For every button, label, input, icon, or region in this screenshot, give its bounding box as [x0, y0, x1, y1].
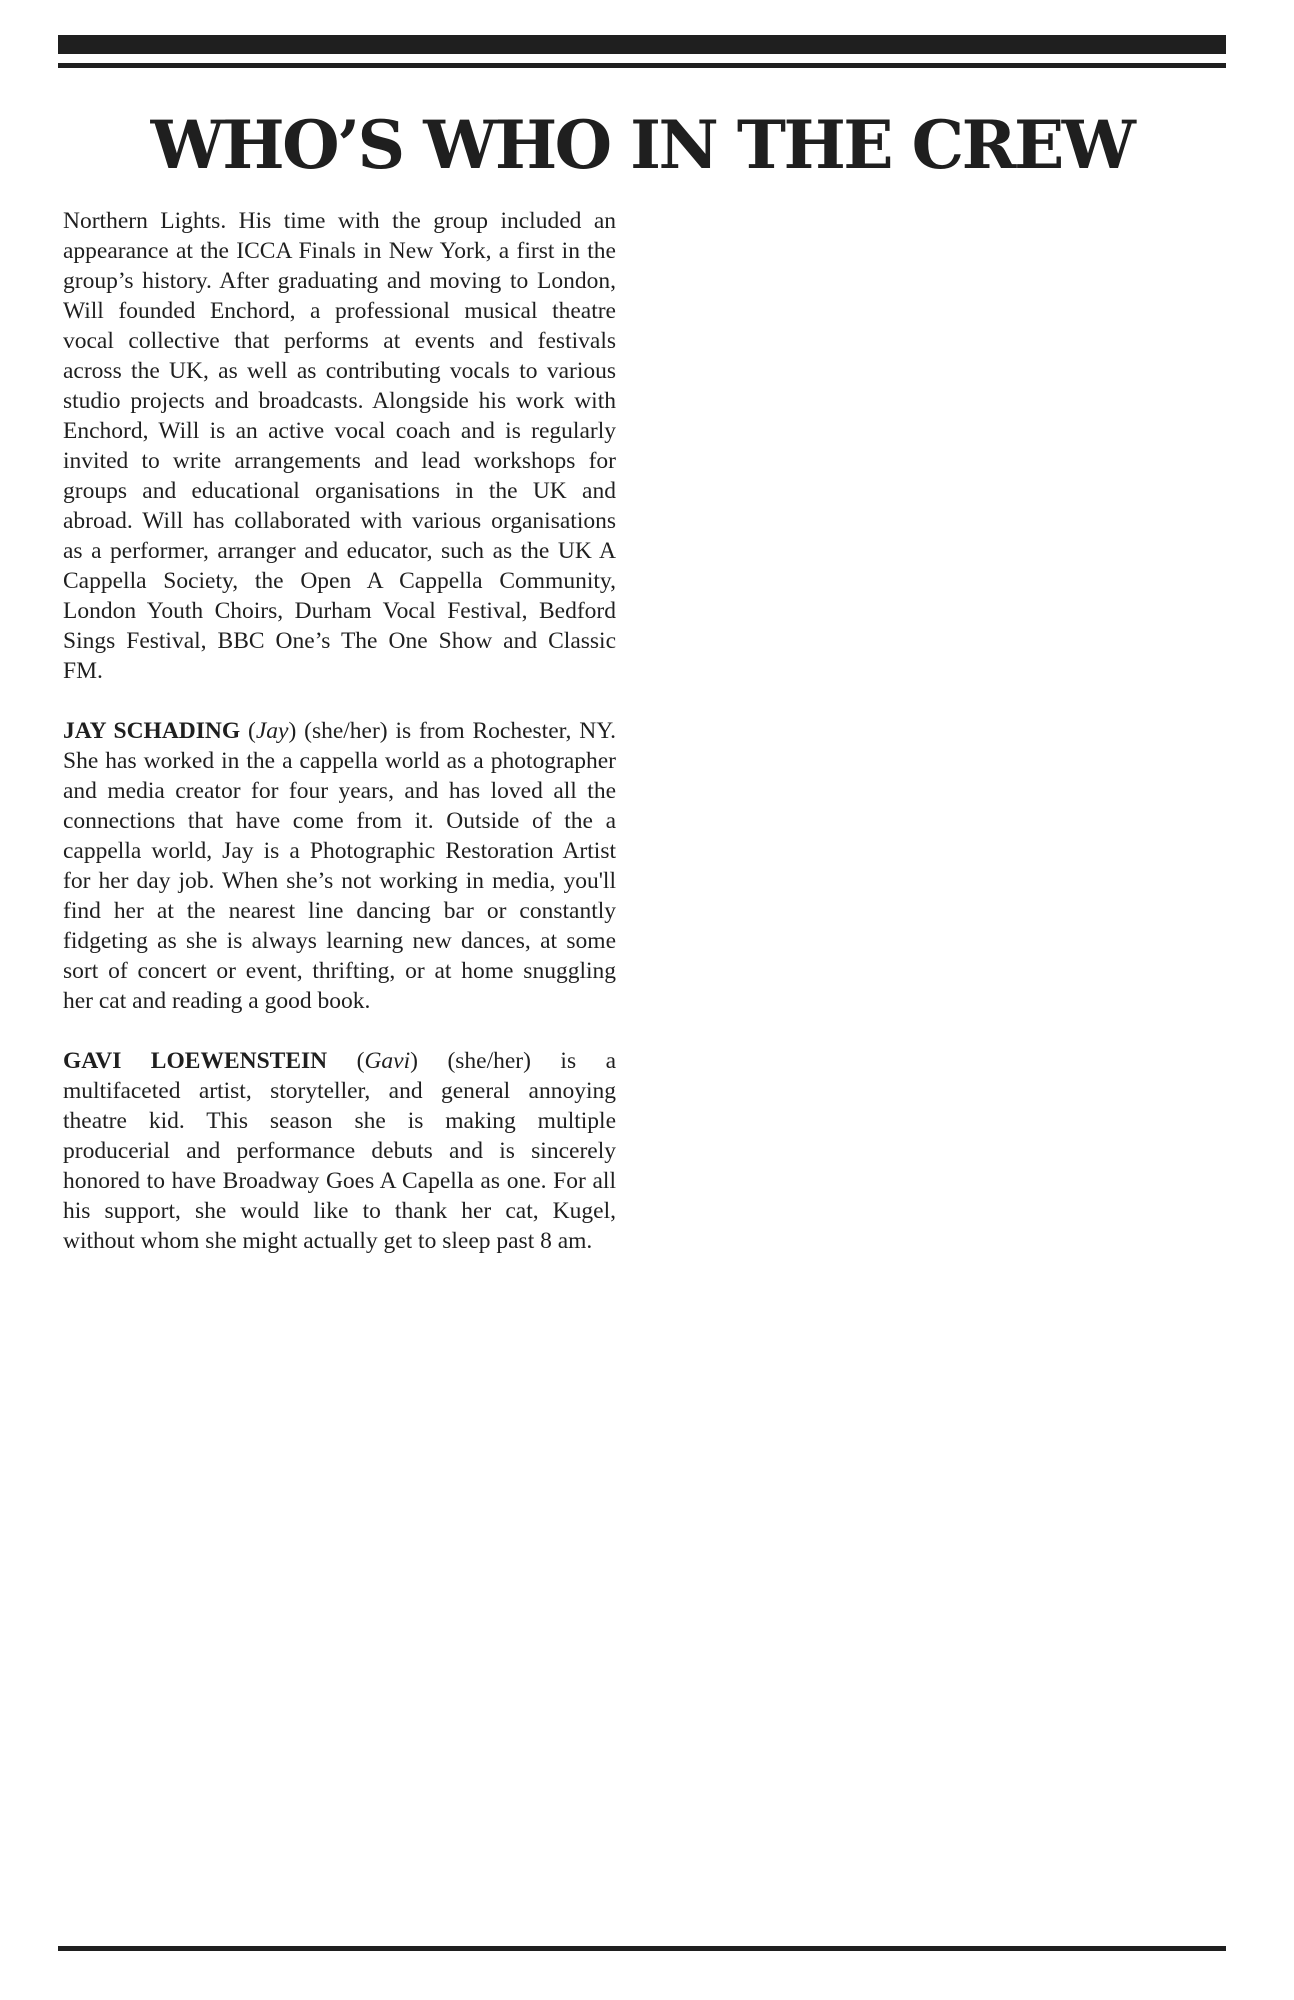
bio-column — [63, 206, 616, 1286]
top-rule-thick — [58, 35, 1226, 54]
bio-nickname: Gavi — [364, 1048, 411, 1074]
bio-name: JAY SCHADING — [63, 718, 241, 744]
bio-name: GAVI LOEWENSTEIN — [63, 1048, 328, 1074]
bio-text: (she/her) is from Rochester, NY. She has worked in the a cappella world as a photographer and media creator for four years, and has loved all the connections that have come from it. Outside of the a cappella world, Jay is a Photographic Restoration Artist for her day job. When she’s not working in media, you'll find her at the nearest line dancing bar or constantly fidgeting as she is always learning new dances, at some sort of concert or event, thrifting, or at home snuggling her cat and reading a good book. — [63, 718, 617, 1014]
bio-jay-schading: JAY SCHADING (Jay) (she/her) is from Rochester, NY. She has worked in the a cappella world as a photographer and media creator for four years, and has loved all the connections that have come from it. Outside of the a cappella world, Jay is a Photographic Restoration Artist for her day job. When she’s not working in media, you'll find her at the nearest line dancing bar or constantly fidgeting as she is always learning new dances, at some sort of concert or event, thrifting, or at home snuggling her cat and reading a good book. — [63, 718, 617, 1014]
bio-text: Northern Lights. His time with the group included an appearance at the ICCA Finals in New York, a first in the group’s history. After graduating and moving to London, Will founded Enchord, a professional musical theatre vocal collective that performs at events and festivals across the UK, as well as contributing vocals to various studio projects and broadcasts. Alongside his work with Enchord, Will is an active vocal coach and is regularly invited to write arrangements and lead workshops for groups and educational organisations in the UK and abroad. Will has collaborated with various organisations as a performer, arranger and educator, such as the UK A Cappella Society, the Open A Cappella Community, London Youth Choirs, Durham Vocal Festival, Bedford Sings Festival, BBC One’s The One Show and Classic FM. — [63, 208, 616, 684]
bio-will-continued — [63, 206, 616, 686]
bio-text: (she/her) is a multifaceted artist, storyteller, and general annoying theatre kid. This season she is making multiple producerial and performance debuts and is sincerely honored to have Broadway Goes A Capella as one. For all his support, she would like to thank her cat, Kugel, without whom she might actually get to sleep past 8 am. — [63, 1048, 617, 1254]
bio-nickname: Jay — [255, 718, 289, 744]
bio-gavi-loewenstein: GAVI LOEWENSTEIN (Gavi) (she/her) is a multifaceted artist, storyteller, and general annoying theatre kid. This season she is making multiple producerial and performance debuts and is sincerely honored to have Broadway Goes A Capella as one. For all his support, she would like to thank her cat, Kugel, without whom she might actually get to sleep past 8 am. — [63, 1048, 617, 1254]
top-rule-thin — [58, 63, 1226, 68]
page-title: WHO’S WHO IN THE CREW — [150, 106, 1134, 184]
bottom-rule — [58, 1946, 1226, 1951]
